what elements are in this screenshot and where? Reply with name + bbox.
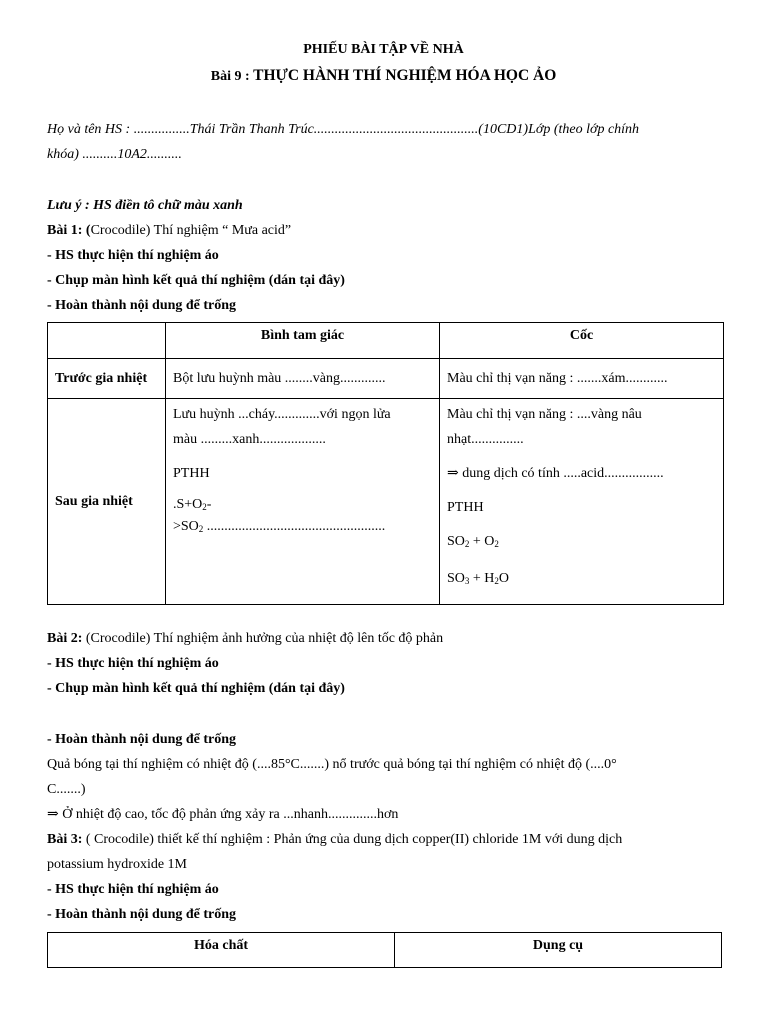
lesson-number: Bài 9 :	[210, 69, 254, 84]
bai2-text: (Crocodile) Thí nghiệm ảnh hưởng của nhiệt độ lên tốc độ phản	[82, 631, 444, 646]
bai1-step-2: - Chụp màn hình kết quả thí nghiệm (dán tại đây)	[47, 273, 345, 288]
bai3-label: Bài 3:	[47, 832, 83, 847]
bai1-row-after-flask: Lưu huỳnh ...cháy.............với ngọn lửa màu .........xanh................... PTHH $.S+O_2-$ $>SO_2$ ...................................................	[166, 399, 440, 605]
bai3-heading	[47, 827, 720, 852]
bai2-step-1: - HS thực hiện thí nghiệm áo	[47, 656, 219, 671]
bai1-table	[47, 322, 724, 605]
bai1-row-after-beaker: Màu chỉ thị vạn năng : ....vàng nâu nhạt............... ⇒ dung dịch có tính .....acid................. PTHH $SO_2 + O_2$ $SO_3 + H_2O$	[440, 399, 724, 605]
note: Lưu ý : HS điền tô chữ màu xanh	[47, 198, 243, 213]
bai3-step-1: - HS thực hiện thí nghiệm áo	[47, 882, 219, 897]
bai1-text: Crocodile) Thí nghiệm “ Mưa acid”	[90, 223, 292, 238]
bai3-col-chemicals: Hóa chất	[48, 933, 395, 968]
bai1-row-before-beaker: Màu chỉ thị vạn năng : .......xám............	[440, 359, 724, 399]
bai2-label: Bài 2:	[47, 631, 83, 646]
bai2-line-1: Quả bóng tại thí nghiệm có nhiệt độ (....85°C.......) nổ trước quả bóng tại thí nghiệm có nhiệt độ (....0°	[47, 757, 617, 772]
lesson-title	[47, 67, 720, 85]
bai3-text-line-2: potassium hydroxide 1M	[47, 857, 187, 872]
bai1-col-flask: Bình tam giác	[166, 323, 440, 359]
lesson-name: THỰC HÀNH THÍ NGHIỆM HÓA HỌC ẢO	[253, 67, 557, 84]
bai1-heading	[47, 218, 720, 243]
bai3-table	[47, 932, 722, 968]
bai3-step-2: - Hoàn thành nội dung để trống	[47, 907, 237, 922]
bai1-step-3: - Hoàn thành nội dung để trống	[47, 298, 237, 313]
bai2-heading	[47, 626, 720, 651]
bai1-row-after-label: Sau gia nhiệt	[48, 399, 166, 605]
bai1-step-1: - HS thực hiện thí nghiệm áo	[47, 248, 219, 263]
bai3-text: ( Crocodile) thiết kế thí nghiệm : Phản ứng của dung dịch copper(II) chloride 1M với dung dịch	[82, 832, 623, 847]
bai3-col-equipment: Dụng cụ	[395, 933, 722, 968]
bai1-row-before-label: Trước gia nhiệt	[48, 359, 166, 399]
worksheet-title: PHIẾU BÀI TẬP VỀ NHÀ	[303, 42, 464, 57]
bai1-table-corner	[48, 323, 166, 359]
bai1-label: Bài 1: (	[47, 223, 91, 238]
bai1-row-before-flask: Bột lưu huỳnh màu ........vàng.............	[166, 359, 440, 399]
bai2-step-2: - Chụp màn hình kết quả thí nghiệm (dán tại đây)	[47, 681, 345, 696]
bai2-line-3: ⇒ Ở nhiệt độ cao, tốc độ phản ứng xảy ra ...nhanh..............hơn	[47, 807, 399, 822]
student-info-line-1: Họ và tên HS : ................Thái Trần Thanh Trúc...............................................(10CD1)Lớp (theo lớp chính	[47, 122, 640, 137]
bai1-col-beaker: Cốc	[440, 323, 724, 359]
bai2-line-2: C.......)	[47, 782, 86, 797]
bai2-step-3: - Hoàn thành nội dung để trống	[47, 732, 237, 747]
student-info-line-2: khóa) ..........10A2..........	[47, 147, 182, 162]
